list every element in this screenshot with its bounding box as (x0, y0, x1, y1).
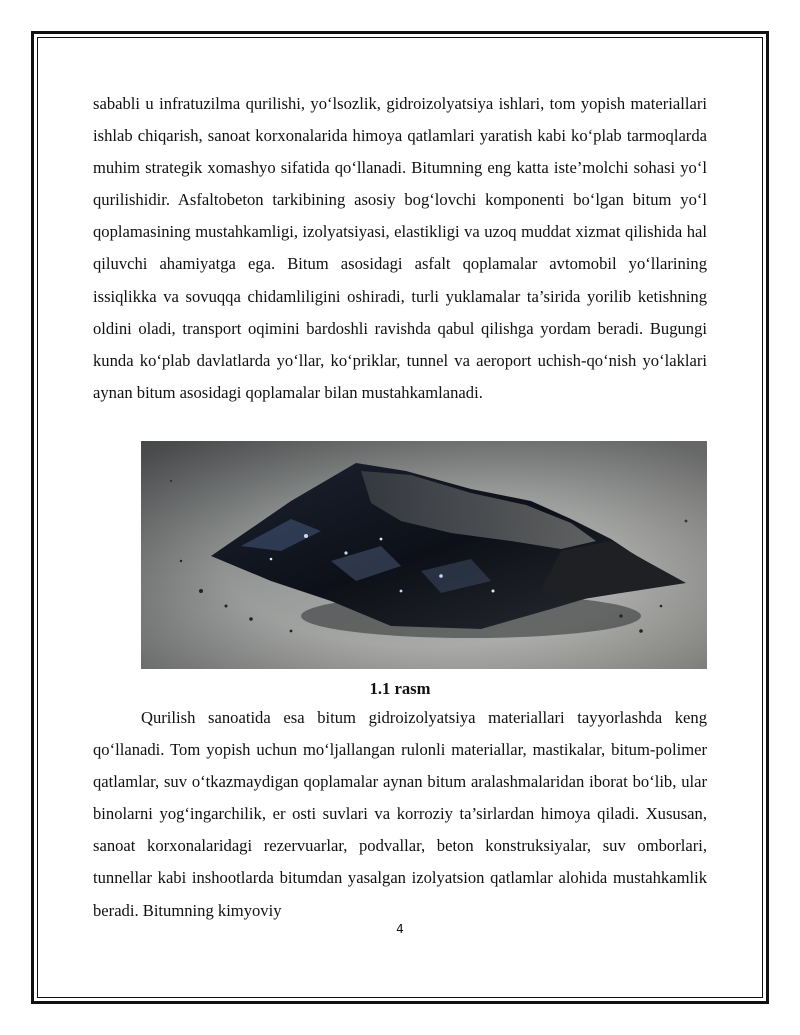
page-number: 4 (396, 922, 404, 936)
bitumen-photo (141, 441, 707, 669)
body-paragraph-1: sababli u infratuzilma qurilishi, yo‘lsozlik, gidroizolyatsiya ishlari, tom yopish materiallari ishlab chiqarish, sanoat korxonalarida himoya qatlamlari yaratish kabi ko‘plab tarmoqlarda muhim strategik xomashyo sifatida qo‘llanadi. Bitumning eng katta iste’molchi sohasi yo‘l qurilishidir. Asfaltobeton tarkibining asosiy bog‘lovchi komponenti bo‘lgan bitum yo‘l qoplamasining mustahkamligi, izolyatsiyasi, elastikligi va uzoq muddat xizmat qilishida hal qiluvchi ahamiyatga ega. Bitum asosidagi asfalt qoplamalar avtomobil yo‘llarining issiqlikka va sovuqqa chidamliligini oshiradi, turli yuklamalar ta’sirida yorilib ketishning oldini oladi, transport oqimini bardoshli ravishda qabul qilishga yordam beradi. Bugungi kunda ko‘plab davlatlarda yo‘llar, ko‘priklar, tunnel va aeroport uchish-qo‘nish yo‘laklari aynan bitum asosidagi qoplamalar bilan mustahkamlanadi. (93, 94, 707, 402)
body-paragraph-2: Qurilish sanoatida esa bitum gidroizolyatsiya materiallari tayyorlashda keng qo‘llanadi. Tom yopish uchun mo‘ljallangan rulonli materiallar, mastikalar, bitum-polimer qatlamlar, suv o‘tkazmaydigan qoplamalar aynan bitum aralashmalaridan iborat bo‘lib, ular binolarni yog‘ingarchilik, er osti suvlari va korroziy ta’sirlardan himoya qiladi. Xususan, sanoat korxonalaridagi rezervuarlar, podvallar, beton konstruksiyalar, suv omborlari, tunnellar kabi inshootlarda bitumdan yasalgan izolyatsion qatlamlar alohida mustahkamlik beradi. Bitumning kimyoviy (93, 708, 707, 920)
figure-caption: 1.1 rasm (369, 679, 431, 698)
